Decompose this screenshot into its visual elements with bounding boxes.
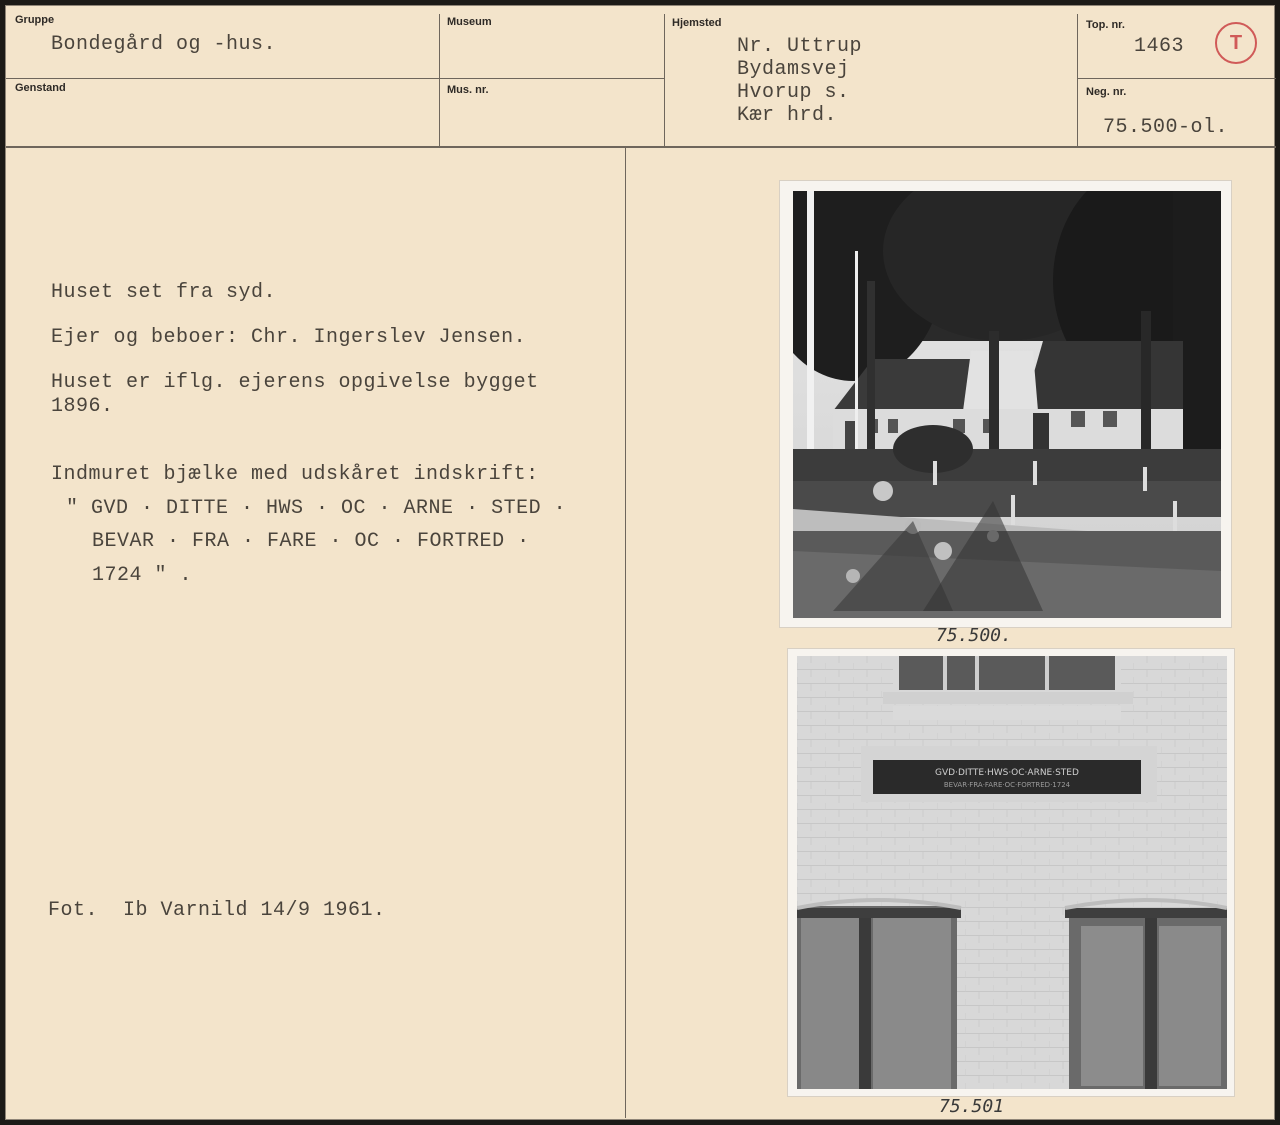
photo-house <box>793 191 1221 618</box>
archive-card <box>5 5 1275 1120</box>
genstand-label: Genstand <box>15 82 66 94</box>
beam-inscription-line-2: BEVAR·FRA·FARE·OC·FORTRED·1724 <box>943 781 1071 789</box>
hjemsted-line-4: Kær hrd. <box>737 104 838 127</box>
gruppe-label: Gruppe <box>15 14 55 26</box>
header-mid-rule-right <box>1077 78 1276 79</box>
header-mid-rule-left <box>6 78 664 79</box>
header-divider-1 <box>439 14 440 146</box>
photo-beam-caption: 75.501 <box>939 1096 1005 1117</box>
description-line-4: Indmuret bjælke med udskåret indskrift: <box>51 463 539 486</box>
mus-nr-label: Mus. nr. <box>447 84 489 96</box>
description-line-2: Ejer og beboer: Chr. Ingerslev Jensen. <box>51 326 527 349</box>
hjemsted-label: Hjemsted <box>672 17 722 29</box>
photo-beam <box>797 656 1227 1089</box>
header-divider-3 <box>1077 14 1078 146</box>
beam-photo-image <box>797 656 1227 1089</box>
photo-house-frame <box>780 181 1231 627</box>
t-stamp-icon <box>1215 22 1257 64</box>
museum-label: Museum <box>447 16 492 28</box>
top-nr-label: Top. nr. <box>1086 19 1125 31</box>
body-vertical-divider <box>625 148 626 1118</box>
house-photo-image <box>793 191 1221 618</box>
beam-inscription-line-1: GVD·DITTE·HWS·OC·ARNE·STED <box>935 768 1079 778</box>
top-nr-value: 1463 <box>1134 35 1185 58</box>
gruppe-value: Bondegård og -hus. <box>51 33 277 56</box>
description-line-3a: Huset er iflg. ejerens opgivelse bygget <box>51 371 539 394</box>
hjemsted-line-2: Bydamsvej <box>737 58 850 81</box>
description-line-1: Huset set fra syd. <box>51 281 277 304</box>
hjemsted-line-1: Nr. Uttrup <box>737 35 863 58</box>
inscription-line-2: BEVAR · FRA · FARE · OC · FORTRED · <box>92 530 530 553</box>
inscription-line-3: 1724 " . <box>92 564 193 587</box>
stamp-letter: T <box>1229 31 1243 54</box>
header-divider-2 <box>664 14 665 146</box>
inscription-line-1: " GVD · DITTE · HWS · OC · ARNE · STED · <box>66 497 567 520</box>
neg-nr-value: 75.500-ol. <box>1103 116 1229 139</box>
photographer-credit: Fot. Ib Varnild 14/9 1961. <box>48 899 386 922</box>
neg-nr-label: Neg. nr. <box>1086 86 1127 98</box>
hjemsted-line-3: Hvorup s. <box>737 81 850 104</box>
description-line-3b: 1896. <box>51 395 114 418</box>
photo-house-caption: 75.500. <box>936 625 1012 646</box>
photo-beam-frame <box>788 649 1234 1096</box>
header-bottom-rule <box>6 146 1276 148</box>
